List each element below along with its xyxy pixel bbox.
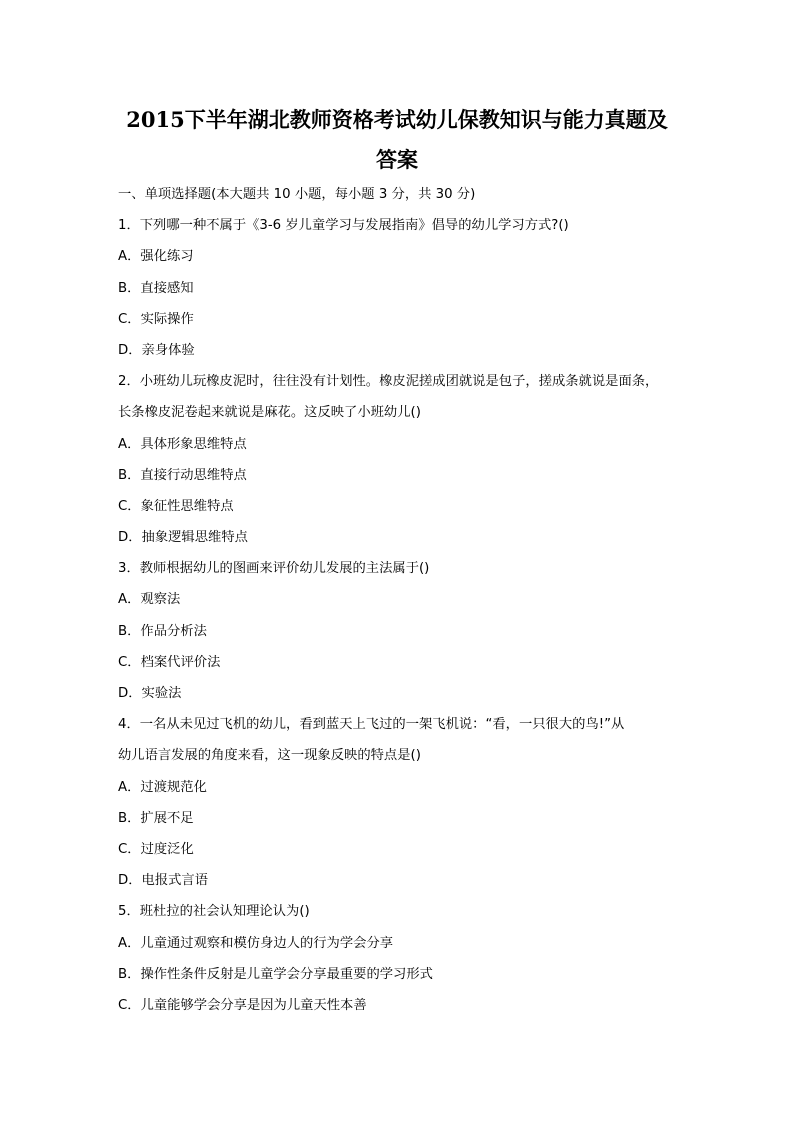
question-option: B．直接行动思维特点 [118, 467, 247, 483]
question-stem: 3．教师根据幼儿的图画来评价幼儿发展的主法属于() [118, 561, 430, 577]
question-option: B．扩展不足 [118, 810, 194, 826]
question-option: C．象征性思维特点 [118, 498, 234, 514]
question-option: A．观察法 [118, 592, 181, 608]
question-stem: 5．班杜拉的社会认知理论认为() [118, 904, 310, 920]
question-option: D．实验法 [118, 686, 182, 701]
document-body [118, 179, 688, 1021]
question-option: C．档案代评价法 [118, 654, 221, 670]
question-stem: 1．下列哪一种不属于《3-6 岁儿童学习与发展指南》倡导的幼儿学习方式?() [118, 218, 569, 234]
question-option: A．强化练习 [118, 249, 194, 265]
question-option: B．操作性条件反射是儿童学会分享最重要的学习形式 [118, 966, 433, 982]
question-option: D．抽象逻辑思维特点 [118, 530, 248, 546]
question-option: B．作品分析法 [118, 623, 207, 639]
question-stem: 2．小班幼儿玩橡皮泥时，往往没有计划性。橡皮泥搓成团就说是包子，搓成条就说是面条， [118, 374, 659, 390]
question-option: A．具体形象思维特点 [118, 436, 247, 452]
section-heading: 一、单项选择题(本大题共 10 小题，每小题 3 分，共 30 分) [118, 187, 476, 202]
question-stem: 4．一名从未见过飞机的幼儿，看到蓝天上飞过的一架飞机说：“看，一只很大的鸟!”从 [118, 717, 625, 733]
question-option: C．儿童能够学会分享是因为儿童天性本善 [118, 997, 367, 1013]
question-option: A．儿童通过观察和模仿身边人的行为学会分享 [118, 935, 394, 951]
document-title-line-1: 2015下半年湖北教师资格考试幼儿保教知识与能力真题及 [126, 107, 668, 132]
question-option: C．过度泛化 [118, 841, 194, 857]
question-option: D．电报式言语 [118, 873, 209, 889]
question-stem: 幼儿语言发展的角度来看，这一现象反映的特点是() [118, 748, 421, 764]
question-option: B．直接感知 [118, 280, 194, 296]
question-option: A．过渡规范化 [118, 779, 207, 795]
question-stem: 长条橡皮泥卷起来就说是麻花。这反映了小班幼儿() [118, 405, 421, 421]
document-title-line-2: 答案 [376, 147, 418, 172]
question-option: D．亲身体验 [118, 342, 195, 358]
question-option: C．实际操作 [118, 311, 194, 327]
